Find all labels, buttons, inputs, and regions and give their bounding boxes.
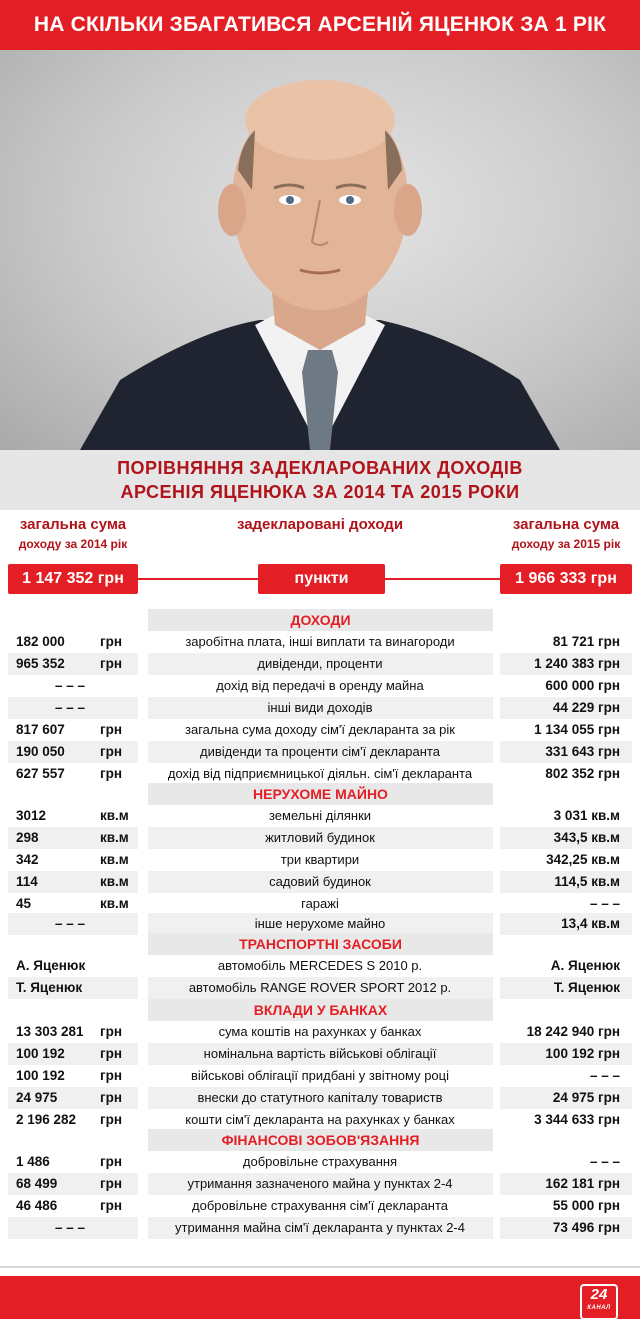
table-row (0, 1109, 640, 1131)
item-label: кошти сім'ї декларанта на рахунках у банках (185, 1112, 455, 1127)
value-2015: 1 134 055 грн (534, 722, 620, 737)
page-title: НА СКІЛЬКИ ЗБАГАТИВСЯ АРСЕНІЙ ЯЦЕНЮК ЗА 1 РІК (0, 0, 640, 50)
value-2015: 331 643 грн (545, 744, 620, 759)
value-2015: 44 229 грн (552, 700, 620, 715)
unit-2014: грн (100, 722, 123, 737)
subtitle-line-2: АРСЕНІЯ ЯЦЕНЮКА ЗА 2014 ТА 2015 РОКИ (120, 482, 520, 502)
value-2015: – – – (589, 1154, 620, 1169)
value-2015: – – – (589, 896, 620, 911)
item-label: номінальна вартість військові облігації (203, 1046, 437, 1061)
item-label: інше нерухоме майно (254, 916, 386, 931)
item-label: гаражі (301, 896, 339, 911)
value-2014: 13 303 281 (16, 1024, 84, 1039)
header-center: задекларовані доходи (236, 516, 404, 533)
unit-2014: грн (100, 1090, 123, 1105)
footer-bar (0, 1276, 640, 1319)
item-label: інші види доходів (267, 700, 373, 715)
table-row (0, 675, 640, 697)
item-label: добровільне страхування сім'ї декларанта (192, 1198, 448, 1213)
item-label: заробітна плата, інші виплати та винагороди (185, 634, 455, 649)
value-2014: 190 050 (16, 744, 65, 759)
item-label: земельні ділянки (268, 808, 372, 823)
value-2014: 114 (16, 874, 38, 889)
value-2014: – – – (55, 1220, 86, 1235)
value-2015: 55 000 грн (552, 1198, 620, 1213)
item-label: добровільне страхування (242, 1154, 398, 1169)
item-label: дивіденди, проценти (257, 656, 383, 671)
unit-2014: грн (100, 1198, 123, 1213)
unit-2014: грн (100, 1024, 123, 1039)
value-2014: 817 607 (16, 722, 65, 737)
unit-2014: грн (100, 656, 123, 671)
table-row (0, 849, 640, 871)
header-right-line-1: загальна сума (512, 516, 620, 533)
item-label: автомобіль MERCEDES S 2010 р. (217, 958, 423, 973)
item-label: військові облігації придбані у звітному році (190, 1068, 449, 1083)
value-2014: 3012 (16, 808, 47, 823)
item-label: загальна сума доходу сім'ї декларанта за рік (185, 722, 455, 737)
value-2014: А. Яценюк (16, 958, 86, 973)
table-row (0, 1173, 640, 1195)
value-2014: 45 (16, 896, 32, 911)
table-row (0, 893, 640, 915)
connector-right (385, 578, 500, 580)
subtitle (0, 450, 640, 510)
value-2014: 100 192 (16, 1068, 65, 1083)
unit-2014: грн (100, 1112, 123, 1127)
item-label: сума коштів на рахунках у банках (218, 1024, 422, 1039)
portrait-photo (0, 50, 640, 450)
unit-2014: кв.м (100, 852, 129, 867)
table-row (0, 1087, 640, 1109)
value-2014: – – – (55, 916, 86, 931)
item-label: утримання майна сім'ї декларанта у пунктах 2-4 (175, 1220, 465, 1235)
unit-2014: грн (100, 1154, 123, 1169)
total-2014: 1 147 352 грн (8, 564, 138, 594)
value-2014: – – – (55, 700, 86, 715)
bottom-divider (0, 1266, 640, 1268)
unit-2014: грн (100, 766, 123, 781)
item-label: три квартири (280, 852, 360, 867)
header-left-line-1: загальна сума (19, 516, 127, 533)
item-label: внески до статутного капіталу товариств (197, 1090, 443, 1105)
unit-2014: грн (100, 1068, 123, 1083)
value-2014: 100 192 (16, 1046, 65, 1061)
value-2015: 100 192 грн (545, 1046, 620, 1061)
table-row (0, 871, 640, 893)
header-left (8, 515, 138, 553)
section-heading: ТРАНСПОРТНІ ЗАСОБИ (148, 933, 493, 955)
subtitle-line-1: ПОРІВНЯННЯ ЗАДЕКЛАРОВАНИХ ДОХОДІВ (117, 458, 523, 478)
section-heading: ВКЛАДИ У БАНКАХ (148, 999, 493, 1021)
value-2014: – – – (55, 678, 86, 693)
header-left-line-2: доходу за 2014 рік (18, 537, 128, 551)
value-2014: 965 352 (16, 656, 65, 671)
unit-2014: грн (100, 1046, 123, 1061)
section-heading: НЕРУХОМЕ МАЙНО (148, 783, 493, 805)
unit-2014: кв.м (100, 830, 129, 845)
value-2015: 3 344 633 грн (534, 1112, 620, 1127)
value-2015: 342,25 кв.м (546, 852, 620, 867)
header-right (498, 515, 634, 553)
value-2015: 18 242 940 грн (526, 1024, 620, 1039)
value-2014: 627 557 (16, 766, 65, 781)
value-2015: 162 181 грн (545, 1176, 620, 1191)
value-2014: 24 975 (16, 1090, 58, 1105)
unit-2014: кв.м (100, 896, 129, 911)
header-right-line-2: доходу за 2015 рік (511, 537, 621, 551)
unit-2014: грн (100, 634, 123, 649)
table-row (0, 805, 640, 827)
table-row (0, 913, 640, 935)
value-2015: А. Яценюк (550, 958, 620, 973)
value-2015: 24 975 грн (552, 1090, 620, 1105)
table-row (0, 977, 640, 999)
total-2015: 1 966 333 грн (500, 564, 632, 594)
unit-2014: кв.м (100, 874, 129, 889)
table-row (0, 1065, 640, 1087)
value-2015: 114,5 кв.м (554, 874, 620, 889)
table-row (0, 1021, 640, 1043)
channel-24-logo (580, 1284, 618, 1320)
value-2015: 600 000 грн (545, 678, 620, 693)
logo-word: КАНАЛ (587, 1305, 611, 1311)
table-row (0, 653, 640, 675)
item-label: дивіденди та проценти сім'ї декларанта (200, 744, 440, 759)
value-2015: 81 721 грн (552, 634, 620, 649)
value-2014: 68 499 (16, 1176, 58, 1191)
value-2014: 2 196 282 (16, 1112, 77, 1127)
value-2015: 3 031 кв.м (553, 808, 620, 823)
value-2015: Т. Яценюк (553, 980, 620, 995)
items-pill: пункти (258, 564, 385, 594)
table-row (0, 719, 640, 741)
value-2015: 343,5 кв.м (553, 830, 620, 845)
section-heading: ДОХОДИ (148, 609, 493, 631)
item-label: автомобіль RANGE ROVER SPORT 2012 р. (188, 980, 452, 995)
item-label: житловий будинок (265, 830, 375, 845)
table-row (0, 697, 640, 719)
value-2014: 46 486 (16, 1198, 58, 1213)
value-2015: 13,4 кв.м (561, 916, 620, 931)
unit-2014: грн (100, 744, 123, 759)
table-row (0, 827, 640, 849)
table-row (0, 1043, 640, 1065)
value-2014: 342 (16, 852, 39, 867)
value-2014: 182 000 (16, 634, 65, 649)
table-row (0, 741, 640, 763)
connector-left (138, 578, 258, 580)
table-row (0, 955, 640, 977)
value-2015: 73 496 грн (552, 1220, 620, 1235)
item-label: садовий будинок (269, 874, 371, 889)
portrait-illustration (0, 50, 640, 450)
value-2015: 1 240 383 грн (534, 656, 620, 671)
table-row (0, 763, 640, 785)
item-label: дохід від передачі в оренду майна (216, 678, 424, 693)
section-heading: ФІНАНСОВІ ЗОБОВ'ЯЗАННЯ (148, 1129, 493, 1151)
unit-2014: грн (100, 1176, 123, 1191)
value-2014: 1 486 (16, 1154, 50, 1169)
table-row (0, 1217, 640, 1239)
table-row (0, 1151, 640, 1173)
unit-2014: кв.м (100, 808, 129, 823)
table-row (0, 1195, 640, 1217)
value-2014: 298 (16, 830, 39, 845)
value-2015: – – – (589, 1068, 620, 1083)
value-2014: Т. Яценюк (16, 980, 83, 995)
logo-number: 24 (590, 1286, 608, 1303)
value-2015: 802 352 грн (545, 766, 620, 781)
item-label: дохід від підприємницької діяльн. сім'ї декларанта (167, 766, 473, 781)
table-row (0, 631, 640, 653)
item-label: утримання зазначеного майна у пунктах 2-4 (187, 1176, 453, 1191)
